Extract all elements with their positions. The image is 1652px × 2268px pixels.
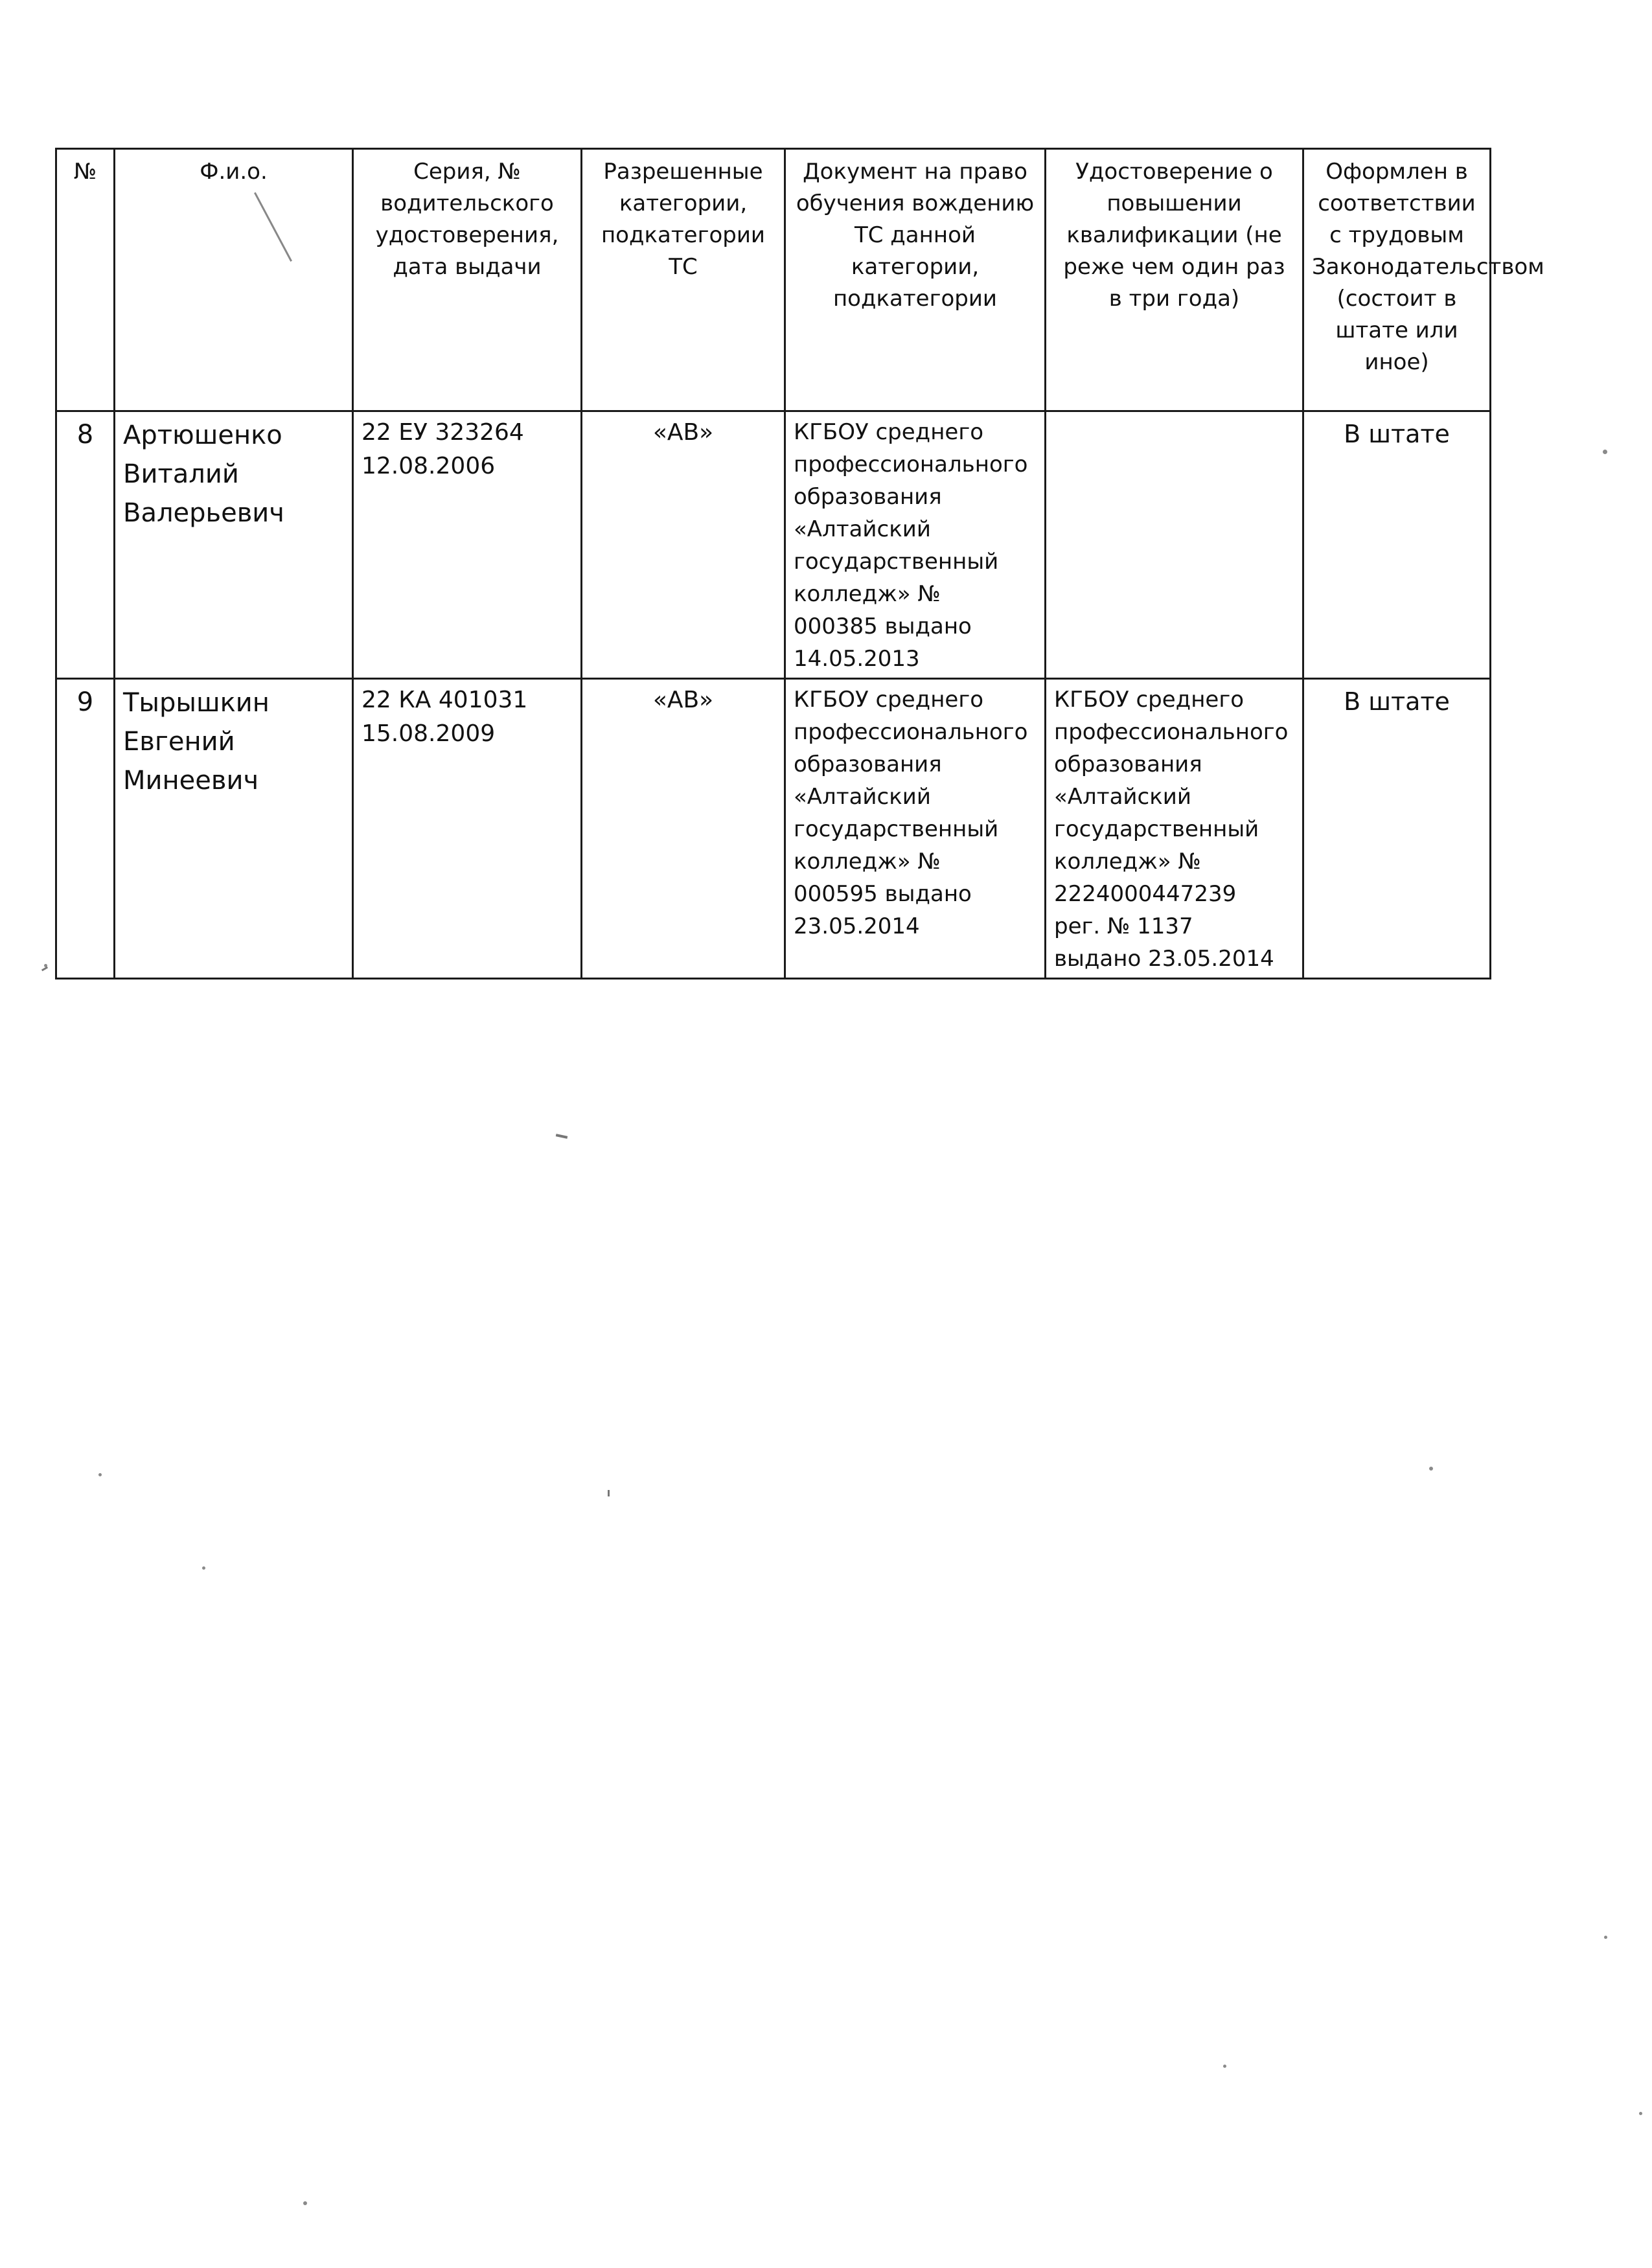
header-number-text: №	[73, 159, 97, 185]
scan-mark	[41, 967, 48, 972]
row-categories: «АВ»	[582, 679, 785, 979]
scan-speck	[1603, 450, 1607, 454]
header-qualification	[1046, 149, 1303, 411]
row-categories: «АВ»	[582, 411, 785, 679]
row-training-doc: КГБОУ среднего профессионального образования «Алтайский государственный колледж» № 000595 выдано 23.05.2014	[785, 679, 1046, 979]
scan-speck	[1604, 1936, 1607, 1939]
row-fio: Тырышкин Евгений Минеевич	[115, 679, 353, 979]
scan-speck	[202, 1566, 205, 1570]
header-categories-text: Разрешенные категории, подкатегории ТС	[601, 159, 766, 280]
header-status	[1303, 149, 1544, 411]
scan-speck	[1639, 2112, 1642, 2115]
row-license: 22 КА 401031 15.08.2009	[353, 679, 582, 979]
scan-speck	[98, 1473, 102, 1476]
row-number: 8	[56, 411, 115, 679]
scan-mark	[556, 1134, 568, 1139]
header-license-text: Серия, № водительского удостоверения, дата выдачи	[375, 159, 559, 280]
table-row	[56, 679, 1491, 979]
row-fio: Артюшенко Виталий Валерьевич	[115, 411, 353, 679]
row-status: В штате	[1303, 411, 1491, 679]
scan-speck	[1223, 2065, 1226, 2068]
header-status-text: Оформлен в соответствии с трудовым Законодательством (состоит в штате или иное)	[1312, 159, 1544, 375]
header-fio	[115, 149, 353, 411]
header-categories	[582, 149, 785, 411]
header-number	[56, 149, 115, 411]
staff-table	[55, 148, 1544, 979]
row-qualification: КГБОУ среднего профессионального образования «Алтайский государственный колледж» № 2224000447239 рег. № 1137 выдано 23.05.2014	[1046, 679, 1303, 979]
row-training-doc: КГБОУ среднего профессионального образования «Алтайский государственный колледж» № 000385 выдано 14.05.2013	[785, 411, 1046, 679]
header-training-doc-text: Документ на право обучения вождению ТС данной категории, подкатегории	[796, 159, 1035, 312]
scan-mark	[608, 1490, 610, 1496]
header-training-doc	[785, 149, 1046, 411]
table-row	[56, 411, 1491, 679]
header-fio-text: Ф.и.о.	[200, 159, 268, 185]
header-row	[56, 149, 1491, 411]
row-status: В штате	[1303, 679, 1491, 979]
row-license: 22 ЕУ 323264 12.08.2006	[353, 411, 582, 679]
row-number: 9	[56, 679, 115, 979]
row-qualification	[1046, 411, 1303, 679]
header-license	[353, 149, 582, 411]
scan-speck	[1429, 1467, 1433, 1471]
header-qualification-text: Удостоверение о повышении квалификации (не реже чем один раз в три года)	[1063, 159, 1285, 312]
scan-speck	[303, 2201, 307, 2205]
